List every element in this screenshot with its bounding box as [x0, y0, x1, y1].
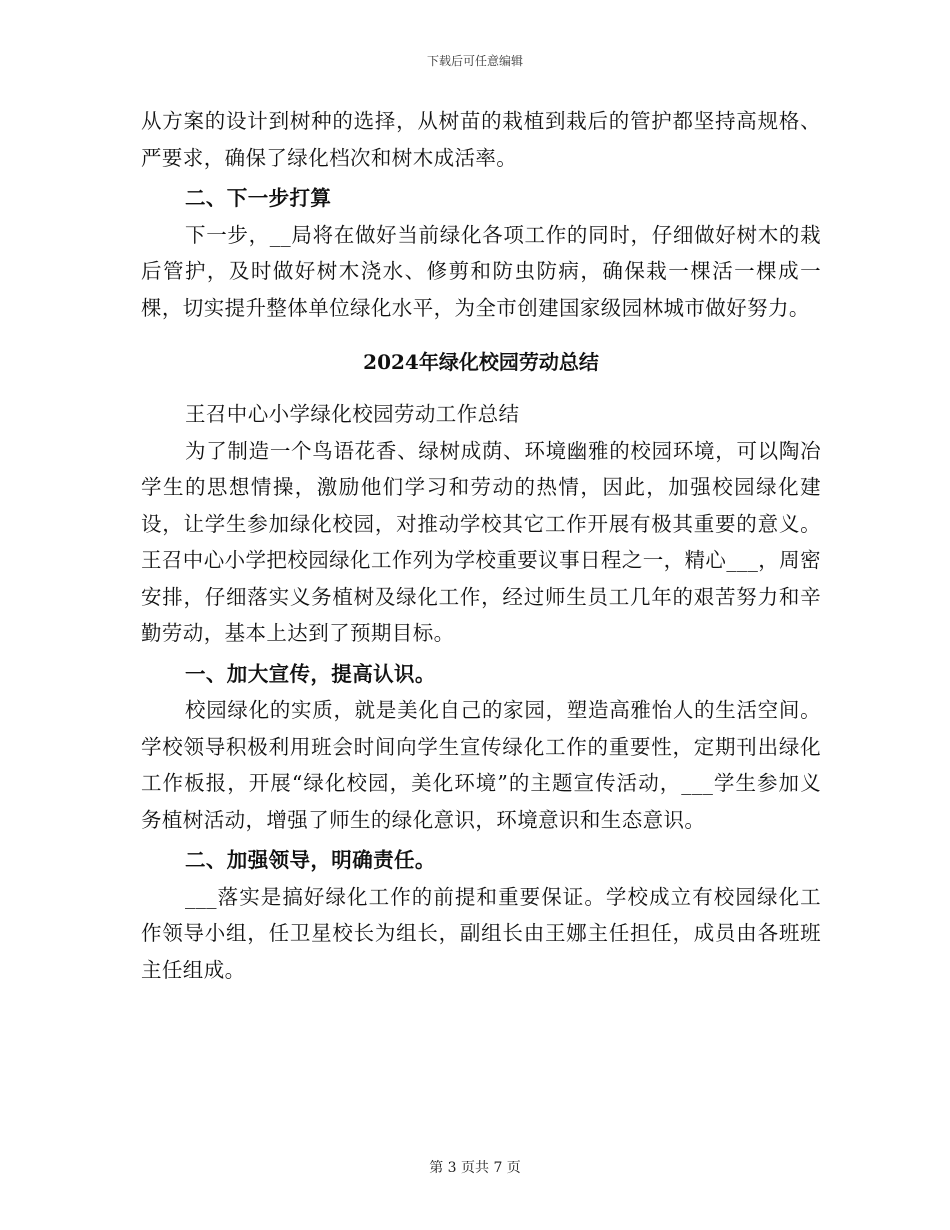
paragraph-leadership: ___落实是搞好绿化工作的前提和重要保证。学校成立有校园绿化工作领导小组，任卫星校长为组长，副组长由王娜主任担任，成员由各班班主任组成。 [141, 884, 821, 982]
section-heading-next-steps: 二、下一步打算 [185, 186, 332, 210]
paragraph-continuation: 从方案的设计到树种的选择，从树苗的栽植到栽后的管护都坚持高规格、严要求，确保了绿化档次和树木成活率。 [141, 109, 821, 170]
page-footer: 第 3 页共 7 页 [429, 1160, 521, 1176]
paragraph-next-steps: 下一步，__局将在做好当前绿化各项工作的同时，仔细做好树木的栽后管护，及时做好树木浇水、修剪和防虫防病，确保栽一棵活一棵成一棵，切实提升整体单位绿化水平，为全市创建国家级园林城市做好努力。 [141, 222, 821, 320]
paragraph-publicity: 校园绿化的实质，就是美化自己的家园，塑造高雅怡人的生活空间。学校领导积极利用班会时间向学生宣传绿化工作的重要性，定期刊出绿化工作板报，开展“绿化校园，美化环境”的主题宣传活动，___学生参加义务植树活动，增强了师生的绿化意识，环境意识和生态意识。 [141, 698, 821, 832]
paragraph-intro: 为了制造一个鸟语花香、绿树成荫、环境幽雅的校园环境，可以陶冶学生的思想情操，激励他们学习和劳动的热情，因此，加强校园绿化建设，让学生参加绿化校园，对推动学校其它工作开展有极其重要的意义。王召中心小学把校园绿化工作列为学校重要议事日程之一，精心___，周密安排，仔细落实义务植树及绿化工作，经过师生员工几年的艰苦努力和辛勤劳动，基本上达到了预期目标。 [141, 438, 821, 645]
document-body [141, 103, 821, 988]
paragraph-subtitle: 王召中心小学绿化校园劳动工作总结 [185, 402, 520, 426]
document-title: 2024年绿化校园劳动总结 [363, 350, 599, 374]
page-header: 下载后可任意编辑 [426, 54, 523, 68]
section-heading-leadership: 二、加强领导，明确责任。 [185, 848, 436, 872]
section-heading-publicity: 一、加大宣传，提高认识。 [185, 661, 436, 686]
